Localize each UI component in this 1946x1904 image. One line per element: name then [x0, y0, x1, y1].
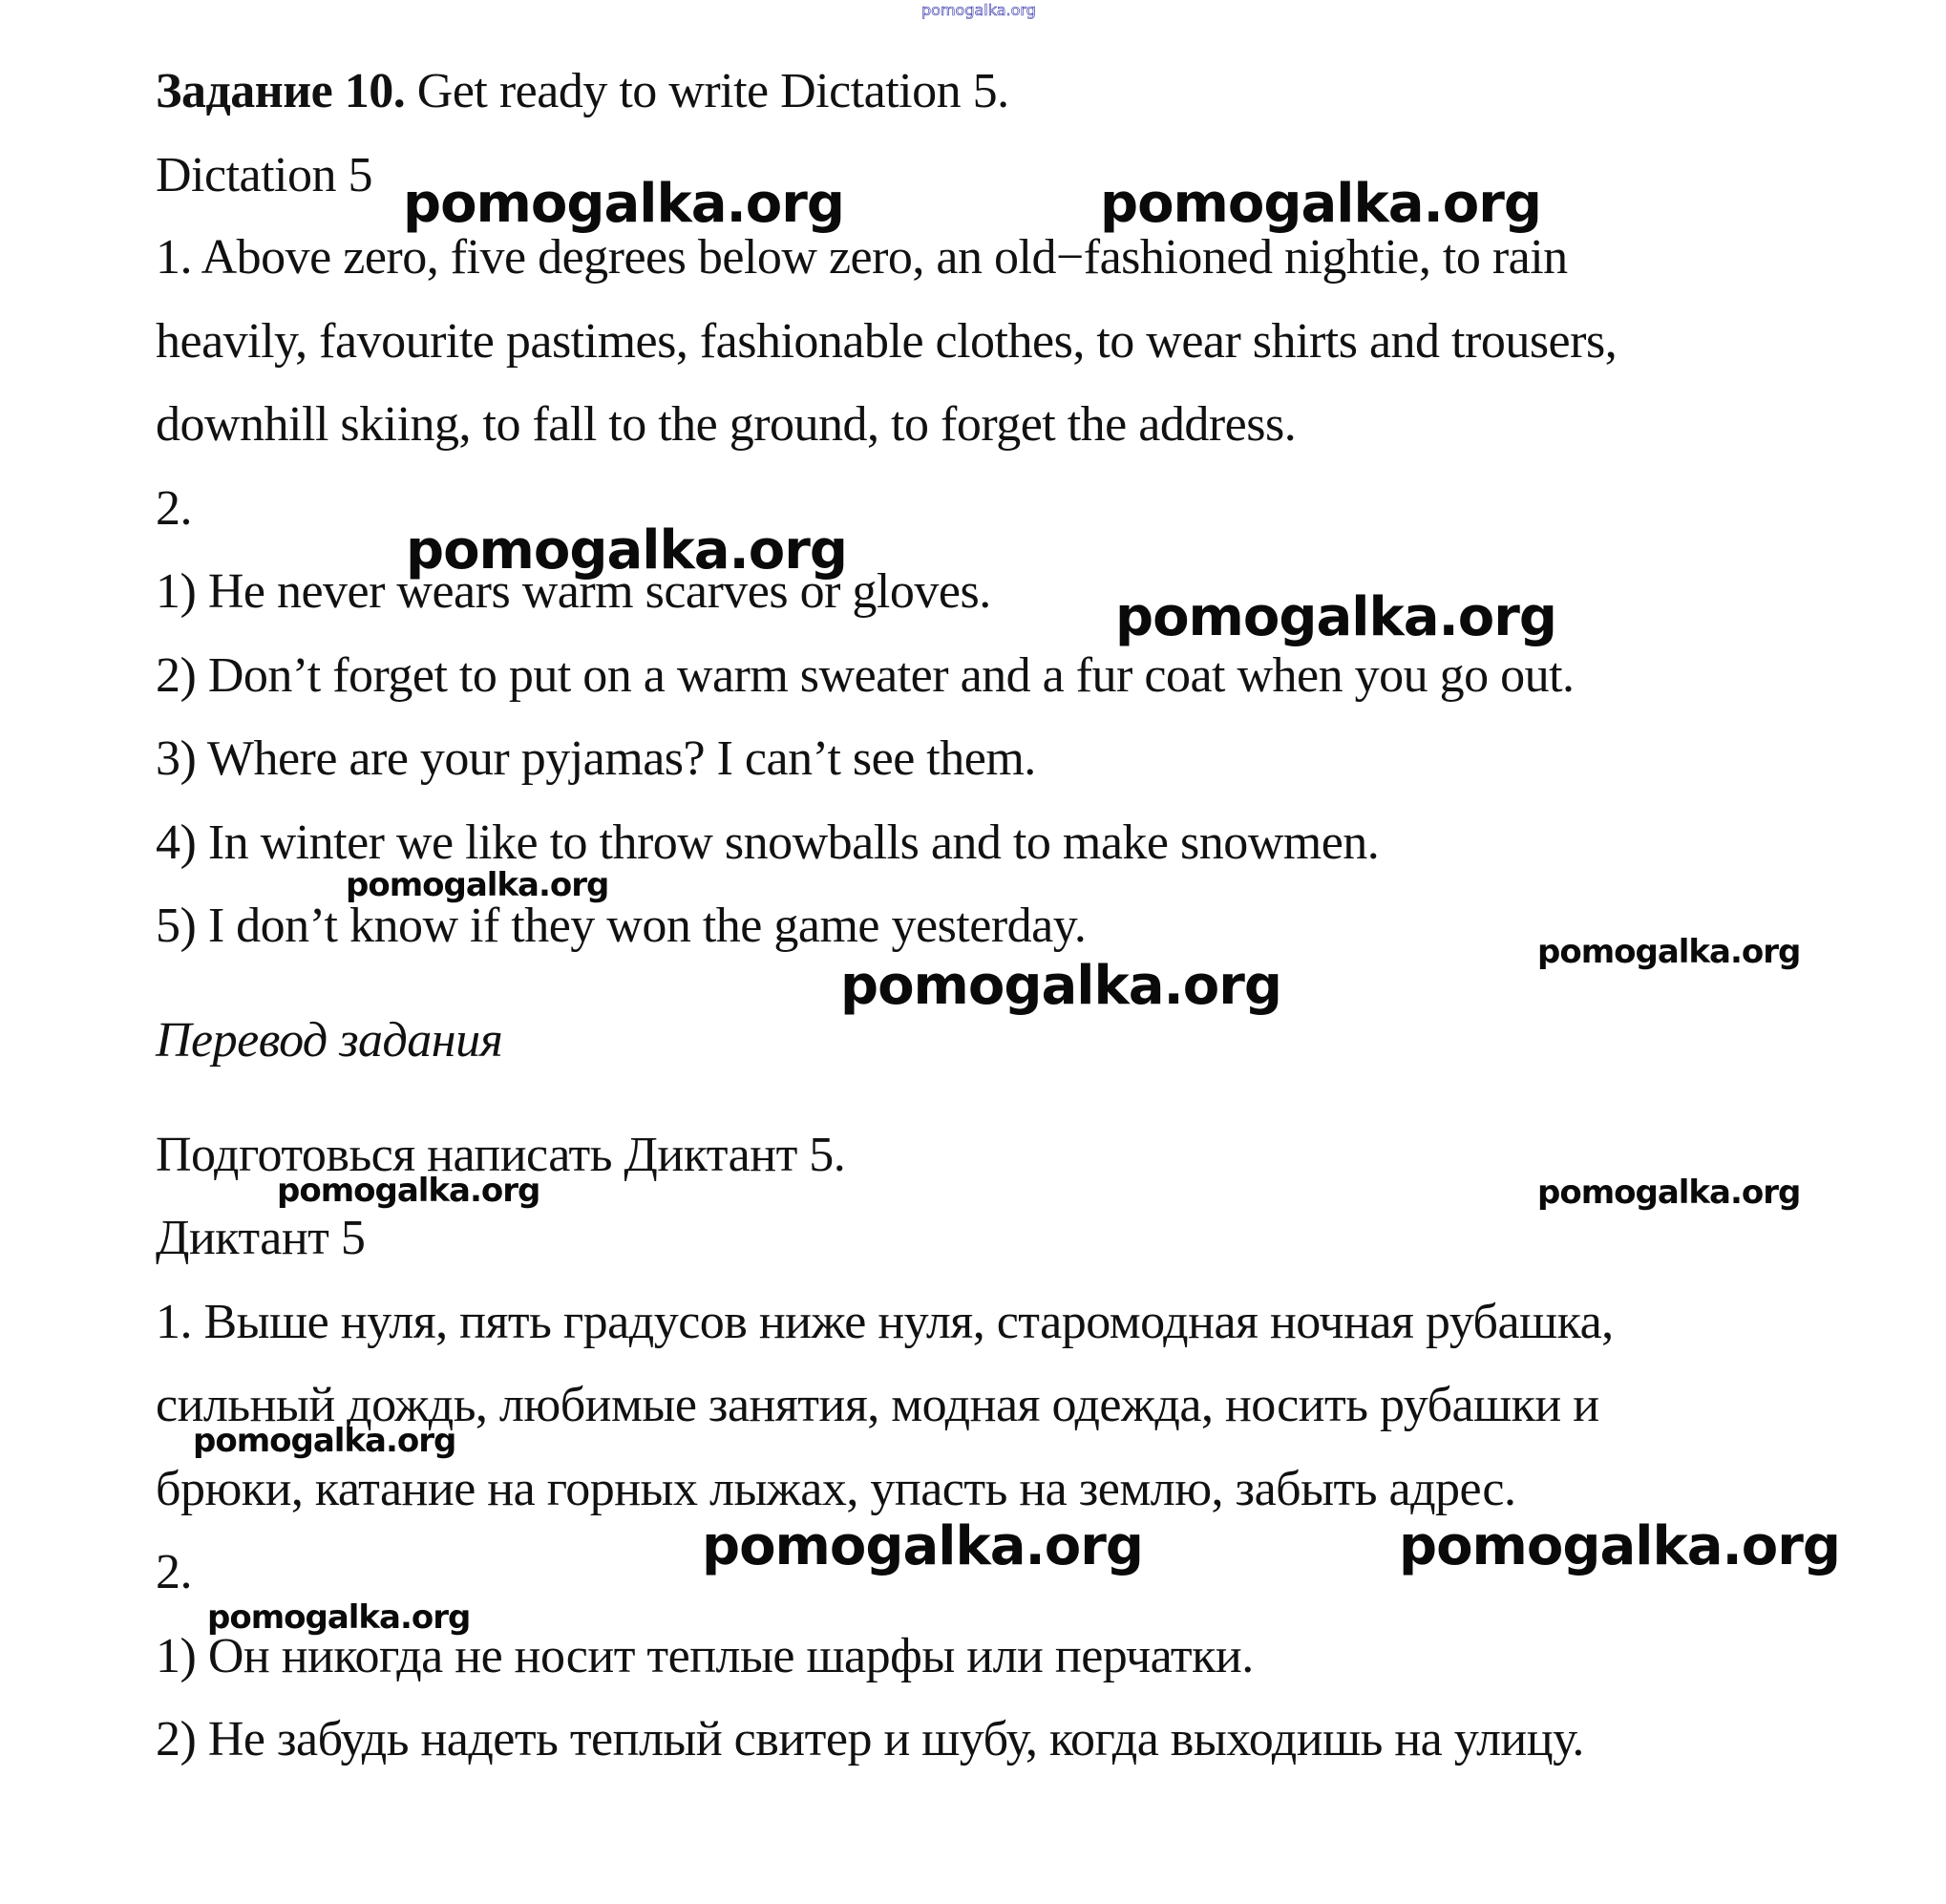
watermark: pomogalka.org	[1100, 173, 1541, 235]
task-instruction: Get ready to write Dictation 5.	[416, 64, 1009, 118]
translation-title: Диктант 5	[156, 1211, 366, 1265]
watermark: pomogalka.org	[1537, 933, 1801, 971]
english-sentence-3: 3) Where are your pyjamas? I can’t see them.	[156, 731, 1036, 786]
watermark: pomogalka.org	[406, 519, 847, 582]
translation-instruction: Подготовься написать Диктант 5.	[156, 1128, 846, 1182]
english-part1-line-1: 1. Above zero, five degrees below zero, an old−fashioned nightie, to rain	[156, 230, 1568, 285]
english-title: Dictation 5	[156, 148, 373, 202]
watermark: pomogalka.org	[346, 866, 609, 904]
task-header	[156, 63, 1009, 120]
english-sentence-4: 4) In winter we like to throw snowballs and to make snowmen.	[156, 815, 1380, 870]
english-part2-number: 2.	[156, 481, 192, 536]
translation-part1-line-2: сильный дождь, любимые занятия, модная одежда, носить рубашки и	[156, 1378, 1599, 1432]
watermark-top: pomogalka.org	[921, 1, 1036, 19]
english-part1-line-2: heavily, favourite pastimes, fashionable clothes, to wear shirts and trousers,	[156, 314, 1618, 369]
watermark: pomogalka.org	[403, 173, 844, 235]
translation-sentence-2: 2) Не забудь надеть теплый свитер и шубу, когда выходишь на улицу.	[156, 1712, 1584, 1766]
translation-part1-line-3: брюки, катание на горных лыжах, упасть на землю, забыть адрес.	[156, 1462, 1516, 1516]
watermark: pomogalka.org	[207, 1598, 471, 1637]
watermark: pomogalka.org	[1115, 586, 1556, 648]
watermark: pomogalka.org	[193, 1422, 456, 1460]
translation-heading: Перевод задания	[156, 1013, 503, 1068]
english-part1-line-3: downhill skiing, to fall to the ground, to forget the address.	[156, 397, 1297, 452]
watermark: pomogalka.org	[1399, 1515, 1840, 1577]
watermark: pomogalka.org	[840, 955, 1281, 1017]
watermark: pomogalka.org	[1537, 1174, 1801, 1212]
translation-sentence-1: 1) Он никогда не носит теплые шарфы или перчатки.	[156, 1629, 1254, 1683]
english-sentence-5: 5) I don’t know if they won the game yesterday.	[156, 899, 1087, 953]
english-sentence-2: 2) Don’t forget to put on a warm sweater and a fur coat when you go out.	[156, 648, 1575, 703]
task-label: Задание 10.	[156, 64, 406, 118]
translation-part1-line-1: 1. Выше нуля, пять градусов ниже нуля, старомодная ночная рубашка,	[156, 1295, 1614, 1349]
watermark: pomogalka.org	[277, 1172, 540, 1210]
english-sentence-1: 1) He never wears warm scarves or gloves.	[156, 564, 991, 619]
translation-part2-number: 2.	[156, 1545, 192, 1599]
watermark: pomogalka.org	[702, 1515, 1143, 1577]
